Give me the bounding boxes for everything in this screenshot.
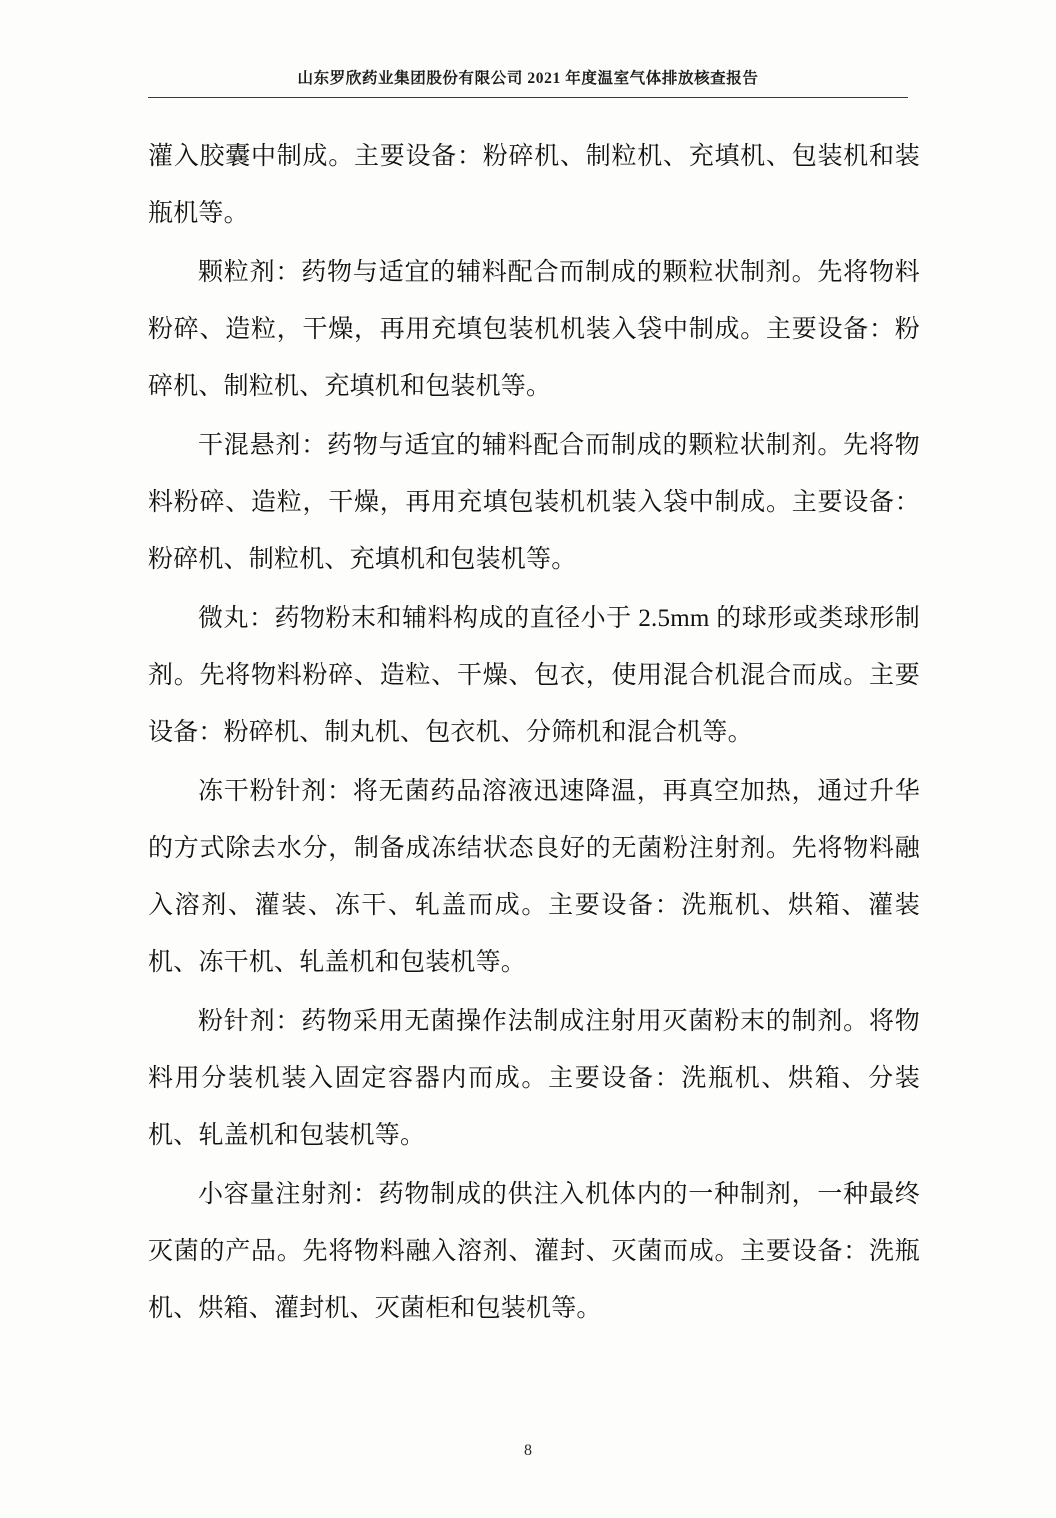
paragraph-pellet: 微丸：药物粉末和辅料构成的直径小于 2.5mm 的球形或类球形制剂。先将物料粉碎、造粒、干燥、包衣，使用混合机混合而成。主要设备：粉碎机、制丸机、包衣机、分筛机和混合机等。: [148, 605, 920, 746]
paragraph-small-volume-injection: 小容量注射剂：药物制成的供注入机体内的一种制剂，一种最终灭菌的产品。先将物料融入溶剂、灌封、灭菌而成。主要设备：洗瓶机、烘箱、灌封机、灭菌柜和包装机等。: [148, 1181, 920, 1322]
paragraph-capsule-continued: 灌入胶囊中制成。主要设备：粉碎机、制粒机、充填机、包装机和装瓶机等。: [148, 143, 920, 227]
page-number: 8: [524, 1442, 532, 1459]
paragraph-granule: 颗粒剂：药物与适宜的辅料配合而制成的颗粒状制剂。先将物料粉碎、造粒，干燥，再用充填包装机机装入袋中制成。主要设备：粉碎机、制粒机、充填机和包装机等。: [148, 259, 920, 400]
page-header: [148, 70, 908, 98]
document-body: [148, 128, 920, 1339]
paragraph-freeze-dried-powder-injection: 冻干粉针剂：将无菌药品溶液迅速降温，再真空加热，通过升华的方式除去水分，制备成冻结状态良好的无菌粉注射剂。先将物料融入溶剂、灌装、冻干、轧盖而成。主要设备：洗瓶机、烘箱、灌装机、冻干机、轧盖机和包装机等。: [148, 778, 920, 976]
header-divider: [148, 97, 908, 98]
paragraph-dry-suspension: 干混悬剂：药物与适宜的辅料配合而制成的颗粒状制剂。先将物料粉碎、造粒，干燥，再用充填包装机机装入袋中制成。主要设备：粉碎机、制粒机、充填机和包装机等。: [148, 432, 920, 573]
header-title: 山东罗欣药业集团股份有限公司 2021 年度温室气体排放核查报告: [297, 70, 759, 87]
page-footer: [0, 1442, 1056, 1460]
paragraph-powder-injection: 粉针剂：药物采用无菌操作法制成注射用灭菌粉末的制剂。将物料用分装机装入固定容器内而成。主要设备：洗瓶机、烘箱、分装机、轧盖机和包装机等。: [148, 1008, 920, 1149]
